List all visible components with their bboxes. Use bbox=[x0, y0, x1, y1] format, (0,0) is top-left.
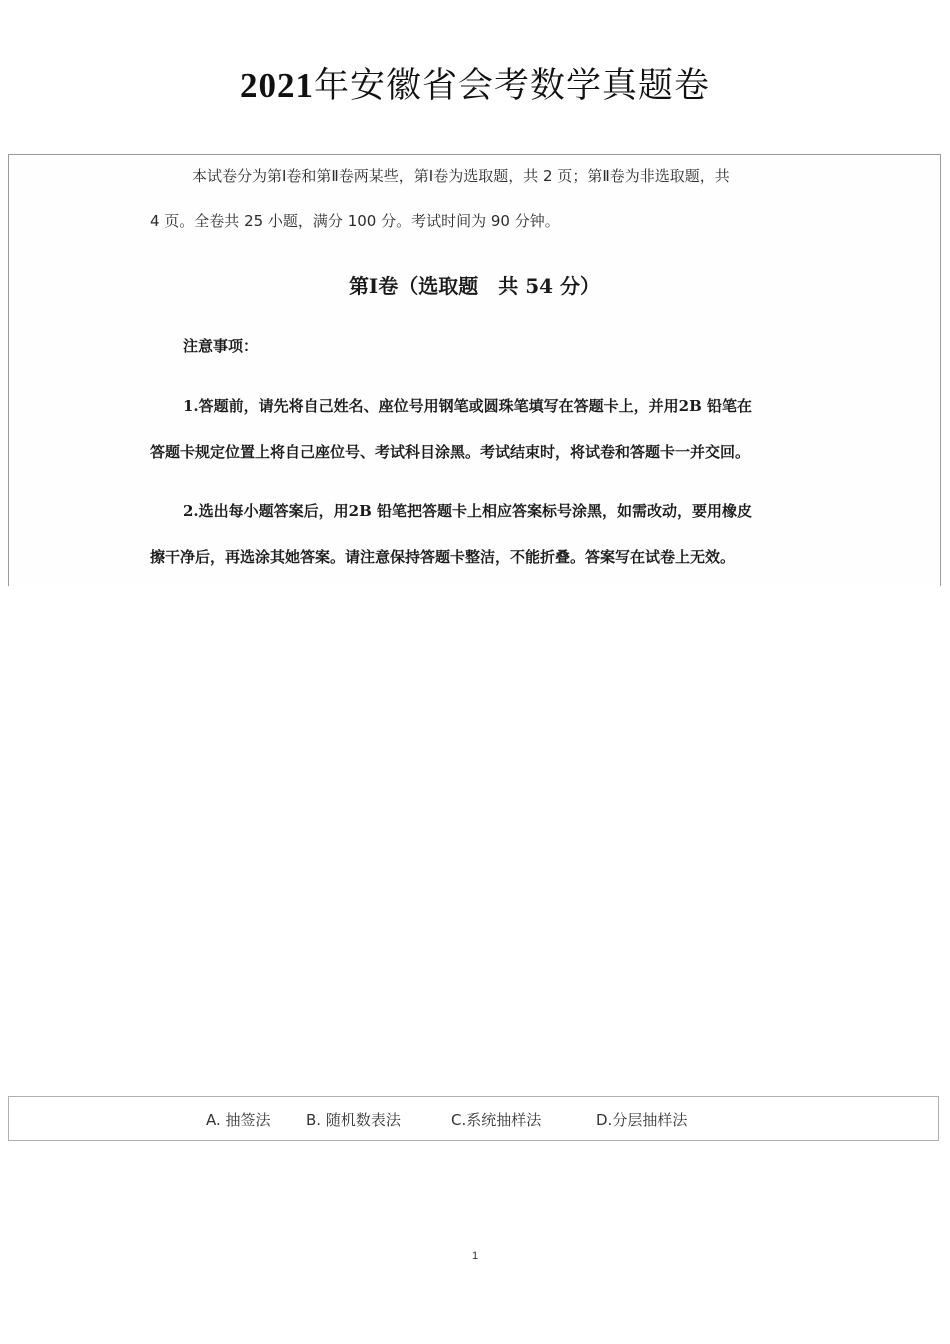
option-a: A. 抽签法 bbox=[206, 1111, 271, 1129]
option-c: C.系统抽样法 bbox=[451, 1111, 542, 1129]
document-title-text: 年安徽省会考数学真题卷 bbox=[313, 66, 710, 106]
instruction-1-line-1: 1.答题前，请先将自己姓名、座位号用钢笔或圆珠笔填写在答题卡上，并用2B 铅笔在 bbox=[183, 397, 753, 415]
document-title bbox=[0, 58, 950, 108]
intro-line-1: 本试卷分为第Ⅰ卷和第Ⅱ卷两某些，第Ⅰ卷为选取题，共 2 页；第Ⅱ卷为非选取题，共 bbox=[192, 167, 730, 185]
document-title-year: 2021 bbox=[239, 66, 314, 105]
notice-label: 注意事项： bbox=[183, 337, 259, 355]
option-b: B. 随机数表法 bbox=[306, 1111, 401, 1129]
intro-line-2: 4 页。全卷共 25 小题，满分 100 分。考试时间为 90 分钟。 bbox=[150, 212, 560, 230]
page-number: 1 bbox=[471, 1250, 479, 1262]
option-d: D.分层抽样法 bbox=[596, 1111, 688, 1129]
answer-options-image bbox=[8, 1096, 939, 1141]
instruction-1-line-2: 答题卡规定位置上将自己座位号、考试科目涂黑。考试结束时，将试卷和答题卡一并交回。 bbox=[150, 443, 751, 461]
instruction-2-line-2: 擦干净后，再选涂其她答案。请注意保持答题卡整洁，不能折叠。答案写在试卷上无效。 bbox=[150, 548, 736, 566]
scanned-instructions-image bbox=[8, 154, 941, 586]
instruction-2-line-1: 2.选出每小题答案后，用2B 铅笔把答题卡上相应答案标号涂黑，如需改动，要用橡皮 bbox=[183, 502, 753, 520]
section-heading: 第Ⅰ卷（选取题 共 54 分） bbox=[348, 274, 601, 298]
